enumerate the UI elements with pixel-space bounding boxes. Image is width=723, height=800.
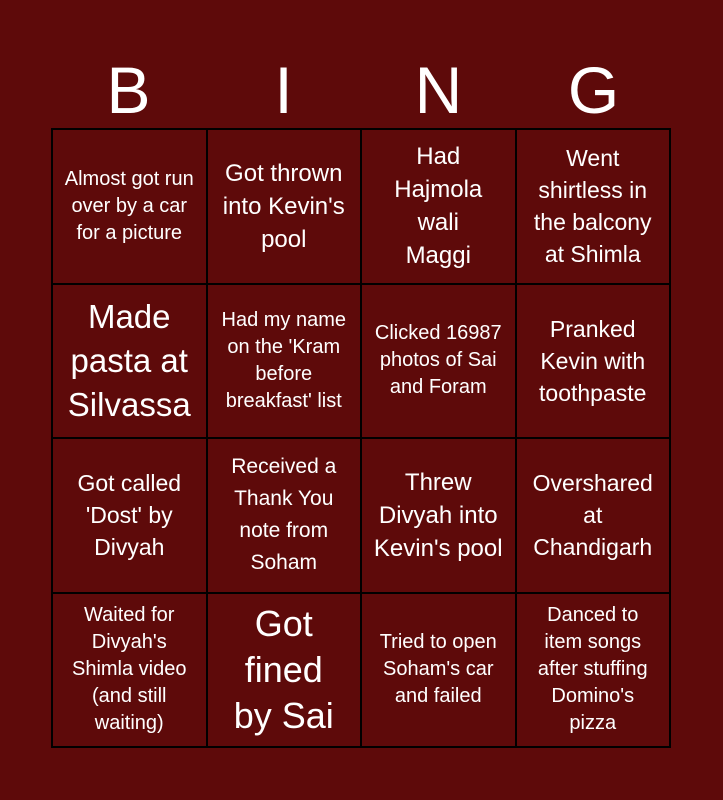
bingo-cell[interactable] — [52, 129, 207, 284]
bingo-cell-text: Danced to item songs after stuffing Domino's pizza — [537, 604, 648, 735]
bingo-cell-text: Threw Divyah into Kevin's pool — [373, 468, 503, 562]
header-letter-g: G — [567, 53, 620, 127]
bingo-cell[interactable] — [516, 129, 671, 284]
bingo-cell-text: Made pasta at Silvassa — [67, 297, 191, 423]
bingo-cell[interactable] — [52, 284, 207, 439]
bingo-cell-text: Overshared at Chandigarh — [532, 470, 653, 561]
bingo-cell-text: Almost got run over by a car for a picture — [64, 167, 194, 244]
bingo-cell[interactable] — [516, 438, 671, 593]
bingo-cell-text: Got fined by Sai — [233, 602, 334, 736]
bingo-board — [51, 128, 671, 748]
bingo-cell-text: Got called 'Dost' by Divyah — [77, 470, 182, 561]
bingo-cell[interactable] — [361, 284, 516, 439]
header-letter-i: I — [274, 53, 293, 127]
bingo-cell[interactable] — [516, 593, 671, 748]
bingo-cell-text: Tried to open Soham's car and failed — [379, 631, 497, 708]
bingo-cell[interactable] — [207, 593, 362, 748]
header-letter-n: N — [414, 53, 463, 127]
bingo-cell[interactable] — [361, 129, 516, 284]
bingo-cell-text: Went shirtless in the balcony at Shimla — [533, 145, 652, 268]
bingo-cell[interactable] — [361, 593, 516, 748]
bingo-cell-text: Waited for Divyah's Shimla video (and still waiting) — [71, 604, 187, 735]
bingo-cell-text: Had my name on the 'Kram before breakfast' list — [221, 308, 346, 412]
bingo-cell[interactable] — [207, 438, 362, 593]
bingo-cell[interactable] — [207, 129, 362, 284]
bingo-cell-text: Had Hajmola wali Maggi — [394, 143, 483, 270]
bingo-cell[interactable] — [52, 438, 207, 593]
bingo-cell-text: Received a Thank You note from Soham — [231, 455, 337, 575]
bingo-cell[interactable] — [361, 438, 516, 593]
bingo-header — [51, 52, 671, 128]
bingo-cell[interactable] — [516, 284, 671, 439]
bingo-cell-text: Got thrown into Kevin's pool — [222, 159, 345, 253]
header-letter-b: B — [106, 53, 151, 127]
bingo-cell[interactable] — [52, 593, 207, 748]
bingo-cell[interactable] — [207, 284, 362, 439]
bingo-cell-text: Clicked 16987 photos of Sai and Foram — [374, 322, 502, 399]
bingo-cell-text: Pranked Kevin with toothpaste — [539, 315, 647, 406]
